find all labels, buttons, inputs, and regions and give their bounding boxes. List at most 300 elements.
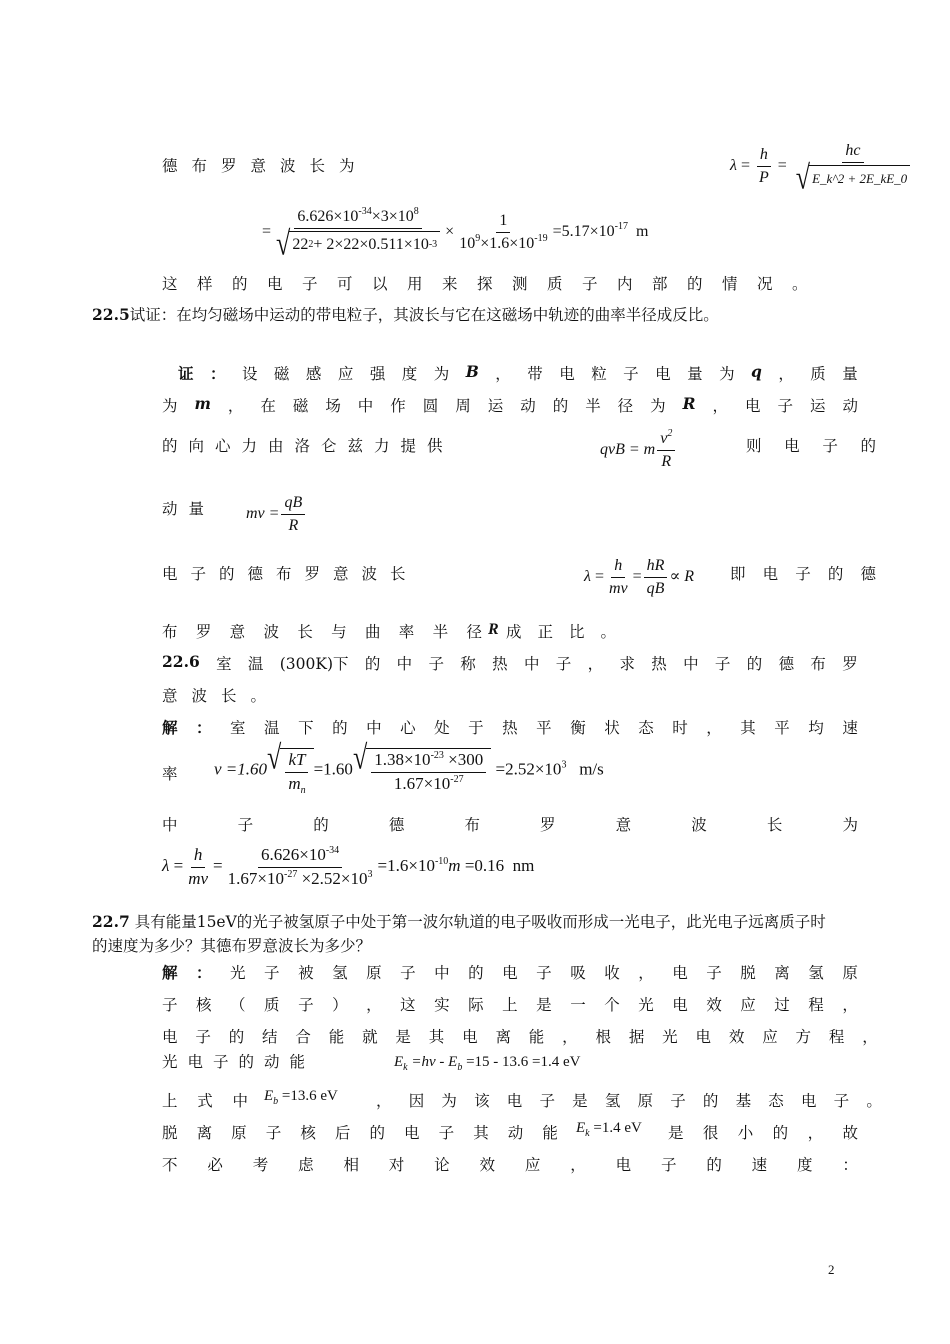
char: 于 bbox=[468, 719, 484, 737]
char: 子 bbox=[539, 1092, 555, 1110]
frac-num: kT bbox=[285, 751, 308, 773]
char: 动 bbox=[842, 397, 858, 415]
char: 应 bbox=[337, 365, 354, 383]
unit: m/s bbox=[579, 759, 604, 779]
char: ， bbox=[807, 1124, 824, 1142]
char: 方 bbox=[795, 1028, 812, 1046]
char: 感 bbox=[305, 365, 322, 383]
char: 长 bbox=[766, 816, 783, 834]
char: 为 bbox=[433, 365, 450, 383]
char: 电 bbox=[784, 437, 800, 455]
char: 则 bbox=[746, 437, 762, 455]
char: 电 bbox=[404, 1124, 420, 1142]
char: 据 bbox=[628, 1028, 645, 1046]
char: 效 bbox=[479, 1156, 496, 1174]
char: 光 bbox=[230, 964, 246, 982]
char: 中 bbox=[162, 816, 178, 834]
char: 电 bbox=[655, 365, 671, 383]
solution-22-7-line-3 bbox=[162, 1025, 878, 1047]
char: 布 bbox=[162, 623, 178, 641]
proof-line-3-tail bbox=[746, 434, 876, 456]
char: 为 bbox=[842, 816, 858, 834]
problem-22-5 bbox=[92, 303, 719, 325]
char: 均 bbox=[808, 719, 824, 737]
char: 原 bbox=[366, 964, 382, 982]
char: 子 bbox=[623, 365, 639, 383]
char: 的 bbox=[827, 565, 844, 583]
char: 上 bbox=[502, 996, 518, 1014]
char: 求 bbox=[619, 655, 635, 673]
char: 电 bbox=[615, 1156, 632, 1174]
char: 为 bbox=[441, 1092, 457, 1110]
char: 中 bbox=[396, 655, 413, 673]
char: 的 bbox=[706, 1156, 722, 1174]
frac-den: m bbox=[288, 773, 301, 793]
char: 带 bbox=[527, 365, 543, 383]
result: =1.6×10 bbox=[377, 856, 435, 876]
char: 子 bbox=[670, 1092, 686, 1110]
char: ， bbox=[495, 365, 511, 383]
char: 核 bbox=[196, 996, 212, 1014]
char: 意 bbox=[615, 816, 632, 834]
char: 态 bbox=[768, 1092, 784, 1110]
char: 设 bbox=[241, 365, 258, 383]
sqrt-body: E_k^2 + 2E_kE_0 bbox=[809, 165, 910, 191]
char: 际 bbox=[468, 996, 484, 1014]
char: 必 bbox=[207, 1156, 223, 1174]
velocity-formula: v =1.60 √ $\frac{kT}{m_n}$ =1.60 √ $\frac{1.38\times 10^{-23} \times 300}{1.67\times 10^{-27}}$ $=2.52\times 10^3$ m/s bbox=[214, 738, 604, 796]
lorentz-formula: qvB = m $\frac{v^2}{R}$ bbox=[600, 430, 677, 470]
char: 成 bbox=[506, 623, 522, 641]
result: =15 - 13.6 =1.4 eV bbox=[466, 1054, 581, 1070]
exp: -27 bbox=[283, 868, 298, 880]
char: 半 bbox=[585, 397, 601, 415]
char: 这 bbox=[400, 996, 416, 1014]
char: 的 bbox=[369, 1124, 385, 1142]
proof-line-5-tail bbox=[730, 562, 876, 584]
char: 平 bbox=[774, 719, 790, 737]
exp: -23 bbox=[430, 750, 444, 761]
char: 应 bbox=[762, 1028, 778, 1046]
char: 温 bbox=[247, 655, 264, 673]
char: 脱 bbox=[740, 964, 756, 982]
frac-num: v bbox=[660, 430, 668, 447]
char: 强 bbox=[369, 365, 386, 383]
solution-22-7-line-5-tail bbox=[376, 1089, 882, 1111]
char: 电 bbox=[462, 1028, 478, 1046]
electron-kinetic-value: $E_k =1.4$ eV bbox=[576, 1120, 642, 1139]
solution-22-7-line-2 bbox=[162, 993, 858, 1015]
char: 个 bbox=[604, 996, 620, 1014]
char: 。 bbox=[600, 623, 616, 641]
char: 波 bbox=[263, 623, 279, 641]
char: 上 bbox=[162, 1092, 178, 1110]
char: 故 bbox=[842, 1124, 858, 1142]
char: 不 bbox=[162, 1156, 178, 1174]
char: 。 bbox=[866, 1092, 882, 1110]
char: ， bbox=[862, 1028, 878, 1046]
char: ， bbox=[638, 964, 654, 982]
char: 动 bbox=[507, 1124, 524, 1142]
char: 子 bbox=[264, 964, 280, 982]
num-part: 1 bbox=[496, 212, 510, 233]
char: 场 bbox=[325, 397, 341, 415]
char: 子 bbox=[706, 964, 722, 982]
proof-line-6-R: R bbox=[488, 621, 499, 638]
problem-22-7 bbox=[92, 910, 826, 932]
char: 德 bbox=[778, 655, 795, 673]
char: 子 bbox=[400, 964, 416, 982]
char: 电 bbox=[559, 365, 575, 383]
char: 波 bbox=[691, 816, 707, 834]
char: 效 bbox=[728, 1028, 745, 1046]
char: 子 bbox=[265, 1124, 282, 1142]
eq-text: v =1.60 bbox=[214, 759, 268, 779]
momentum-formula bbox=[246, 494, 307, 534]
char: 热 bbox=[651, 655, 667, 673]
proof-line-1 bbox=[178, 362, 858, 384]
char: 比 bbox=[568, 623, 585, 641]
char: 离 bbox=[774, 964, 790, 982]
char: ， bbox=[570, 1156, 586, 1174]
char: 动 bbox=[520, 397, 536, 415]
char: 子 bbox=[555, 655, 572, 673]
num-part: ×3×10 bbox=[371, 208, 414, 225]
result: =2.52×10 bbox=[495, 759, 562, 779]
char: 罗 bbox=[195, 623, 212, 641]
char: 中 bbox=[523, 655, 540, 673]
char: 运 bbox=[809, 397, 826, 415]
char: R bbox=[682, 394, 696, 413]
char: 一 bbox=[570, 996, 586, 1014]
char: （ bbox=[230, 996, 246, 1014]
char: 程 bbox=[828, 1028, 845, 1046]
char: 径 bbox=[617, 397, 634, 415]
solution-22-6-line-1 bbox=[162, 716, 858, 738]
char: ， bbox=[227, 397, 244, 415]
den-part: + 2×22×0.511×10 bbox=[313, 236, 429, 254]
char: 电 bbox=[800, 1092, 817, 1110]
char: ： bbox=[842, 1156, 858, 1174]
char: 罗 bbox=[540, 816, 556, 834]
char: 速 bbox=[842, 719, 858, 737]
char: 布 bbox=[810, 655, 826, 673]
eq-text: =hν - E bbox=[411, 1054, 458, 1070]
debroglie-intro-text: 德布罗意波长为 bbox=[162, 157, 369, 175]
char: 虑 bbox=[298, 1156, 314, 1174]
char: 是 bbox=[668, 1124, 684, 1142]
char: 布 bbox=[464, 816, 480, 834]
char: 过 bbox=[774, 996, 790, 1014]
char: 中 bbox=[357, 397, 374, 415]
char: 子 bbox=[438, 1124, 455, 1142]
char: 程 bbox=[808, 996, 824, 1014]
char: 氢 bbox=[604, 1092, 621, 1110]
char: 的 bbox=[702, 1092, 719, 1110]
char: 为 bbox=[650, 397, 666, 415]
char: ， bbox=[778, 365, 794, 383]
char: 半 bbox=[432, 623, 449, 641]
char: 平 bbox=[536, 719, 552, 737]
char: 质 bbox=[264, 996, 280, 1014]
proof-line-3: 的向心力由洛仑兹力提供 bbox=[162, 437, 454, 455]
wavelength-proportional: λ = $\frac{h}{mv}$ = $\frac{hR}{qB}$ ∝ R bbox=[584, 557, 695, 597]
char: 子 bbox=[822, 437, 838, 455]
char: q bbox=[751, 362, 762, 381]
char: 为 bbox=[162, 397, 178, 415]
eq-text: =1.4 eV bbox=[593, 1120, 642, 1136]
char: 就 bbox=[362, 1028, 378, 1046]
char: 能 bbox=[528, 1028, 545, 1046]
exp: 3 bbox=[561, 759, 567, 771]
char: m bbox=[194, 394, 211, 413]
frac-den: 1.67×10 bbox=[393, 773, 451, 793]
char: 磁 bbox=[292, 397, 309, 415]
char: 中 bbox=[232, 1092, 248, 1110]
char: 后 bbox=[334, 1124, 351, 1142]
char: ， bbox=[376, 1092, 392, 1110]
frac-num: hc bbox=[842, 142, 863, 163]
char: 其 bbox=[428, 1028, 445, 1046]
solution-22-7-line-4: 光电子的动能 bbox=[162, 1053, 316, 1071]
neutron-wavelength-formula: λ = $\frac{h}{mv}$ = $\frac{6.626\times 10^{-34}}{1.67\times 10^{-27} \times 2.52\times 10^3}$ $=1.6\times 10^{-10}m =0.16$ nm bbox=[162, 845, 535, 888]
char: 状 bbox=[604, 719, 620, 737]
char: 的 bbox=[746, 655, 763, 673]
exp: 9 bbox=[475, 232, 481, 244]
page-number: 2 bbox=[828, 1262, 835, 1277]
lambda-symbol: λ bbox=[730, 156, 737, 174]
char: 心 bbox=[400, 719, 416, 737]
frac-num: qB bbox=[281, 494, 305, 515]
char: 称 bbox=[460, 655, 476, 673]
proof-line-6 bbox=[162, 620, 482, 642]
char: 温 bbox=[264, 719, 280, 737]
char: 德 bbox=[388, 816, 405, 834]
solution-22-7-line-5 bbox=[162, 1089, 248, 1111]
problem-number: 22.6 bbox=[162, 652, 200, 671]
char: 中 bbox=[366, 719, 382, 737]
char: 下 bbox=[298, 719, 314, 737]
problem-22-7-line-2: 的速度为多少？其德布罗意波长为多少？ bbox=[92, 937, 372, 955]
problem-22-6-line-2: 意波长。 bbox=[162, 687, 281, 705]
char: 电 bbox=[502, 964, 518, 982]
char: 电 bbox=[762, 565, 779, 583]
char: 考 bbox=[252, 1156, 269, 1174]
char: 合 bbox=[295, 1028, 311, 1046]
char: 能 bbox=[328, 1028, 345, 1046]
wavelength-calculation: = $6.626\times 10^{-34}\times 3\times 10^8$ √ 22 2 + 2×22×0.511×10 -3 × $\frac{1}{10^9\times 1.6\times 10^{-19}}$ $=5.17\times 10^{-17}$ m bbox=[262, 206, 649, 262]
char: 度 bbox=[797, 1156, 813, 1174]
char: 圆 bbox=[422, 397, 439, 415]
char: 效 bbox=[706, 996, 722, 1014]
exp: -17 bbox=[614, 220, 628, 232]
char: 原 bbox=[231, 1124, 247, 1142]
char: 意 bbox=[229, 623, 246, 641]
char: 子 bbox=[195, 1028, 211, 1046]
solution-22-7-line-7 bbox=[162, 1153, 858, 1175]
char: 式 bbox=[197, 1092, 213, 1110]
eq-text: =1.60 bbox=[313, 759, 353, 779]
char: 根 bbox=[595, 1028, 611, 1046]
char: 离 bbox=[196, 1124, 213, 1142]
char: 即 bbox=[730, 565, 746, 583]
frac-den: P bbox=[758, 168, 769, 186]
char: 的 bbox=[860, 437, 876, 455]
den-part: 22 bbox=[292, 236, 309, 254]
char: 处 bbox=[434, 719, 450, 737]
char: 证 bbox=[178, 364, 194, 383]
char: ， bbox=[587, 655, 604, 673]
char: 德 bbox=[860, 565, 876, 583]
eq-text: mv = bbox=[246, 504, 280, 522]
char: 能 bbox=[542, 1124, 558, 1142]
char: 应 bbox=[524, 1156, 541, 1174]
char: 的 bbox=[772, 1124, 789, 1142]
char: 吸 bbox=[570, 964, 586, 982]
problem-text: 具有能量15eV的光子被氢原子中处于第一波尔轨道的电子吸收而形成一光电子，此光电子远离质子时 bbox=[134, 913, 826, 931]
char: 该 bbox=[474, 1092, 490, 1110]
char: 子 bbox=[795, 565, 811, 583]
char: 电 bbox=[506, 1092, 523, 1110]
char: 是 bbox=[572, 1092, 588, 1110]
char: 电 bbox=[744, 397, 761, 415]
char: 电 bbox=[162, 1028, 178, 1046]
num-part: 6.626×10 bbox=[297, 208, 359, 225]
char: 长 bbox=[297, 623, 313, 641]
char: ， bbox=[842, 996, 858, 1014]
char: 室 bbox=[216, 655, 232, 673]
char: 被 bbox=[298, 964, 314, 982]
char: ： bbox=[196, 963, 212, 982]
proof-line-6-tail bbox=[506, 620, 616, 642]
char: ） bbox=[332, 996, 348, 1014]
char: 正 bbox=[537, 623, 553, 641]
char: 结 bbox=[262, 1028, 278, 1046]
result: =0.16 bbox=[464, 856, 505, 876]
char: ： bbox=[209, 364, 226, 383]
char: 中 bbox=[683, 655, 699, 673]
unit: nm bbox=[512, 856, 535, 876]
char: 子 bbox=[833, 1092, 850, 1110]
frac-den: 1.67×10 bbox=[227, 868, 284, 888]
char: (300K)下 bbox=[279, 655, 349, 673]
char: 对 bbox=[388, 1156, 405, 1174]
char: 是 bbox=[536, 996, 552, 1014]
char: 在 bbox=[260, 397, 276, 415]
char: 子 bbox=[428, 655, 444, 673]
char: 原 bbox=[842, 964, 858, 982]
frac-num: 6.626×10 bbox=[260, 845, 326, 864]
exp: -27 bbox=[450, 773, 464, 785]
char: 脱 bbox=[162, 1124, 178, 1142]
char: 子 bbox=[777, 397, 793, 415]
char: 很 bbox=[702, 1124, 719, 1142]
char: 因 bbox=[408, 1092, 425, 1110]
char: 衡 bbox=[570, 719, 586, 737]
exp: 3 bbox=[367, 868, 373, 880]
char: 磁 bbox=[273, 365, 290, 383]
char: 氢 bbox=[808, 964, 824, 982]
char: 相 bbox=[343, 1156, 359, 1174]
char: 小 bbox=[737, 1124, 754, 1142]
char: 子 bbox=[237, 816, 254, 834]
unit: m bbox=[635, 222, 649, 240]
eq-text: qvB = m bbox=[600, 440, 656, 458]
char: 速 bbox=[751, 1156, 768, 1174]
char: 室 bbox=[230, 719, 246, 737]
char: 子 bbox=[298, 996, 314, 1014]
char: 离 bbox=[495, 1028, 511, 1046]
den-part: ×1.6×10 bbox=[480, 234, 535, 252]
char: 的 bbox=[313, 816, 329, 834]
char: 的 bbox=[332, 719, 348, 737]
char: 解 bbox=[162, 963, 178, 982]
char: 质 bbox=[810, 365, 826, 383]
char: 罗 bbox=[842, 655, 858, 673]
char: 其 bbox=[473, 1124, 489, 1142]
solution-22-7-line-6-tail bbox=[668, 1121, 858, 1143]
problem-number: 22.7 bbox=[92, 912, 130, 931]
char: 曲 bbox=[364, 623, 381, 641]
char: ， bbox=[706, 719, 722, 737]
solution-22-6-line-3 bbox=[162, 813, 858, 835]
char: 基 bbox=[735, 1092, 752, 1110]
result: =5.17×10 bbox=[552, 222, 615, 240]
char: B bbox=[465, 362, 479, 381]
char: 电 bbox=[672, 964, 688, 982]
char: 论 bbox=[434, 1156, 450, 1174]
char: 热 bbox=[502, 719, 518, 737]
char: ： bbox=[196, 718, 212, 737]
solution-22-7-line-1 bbox=[162, 961, 858, 983]
frac-num: h bbox=[757, 146, 771, 167]
char: 的 bbox=[364, 655, 381, 673]
char: ， bbox=[712, 397, 729, 415]
char: ， bbox=[366, 996, 382, 1014]
char: 电 bbox=[695, 1028, 712, 1046]
proof-line-2 bbox=[162, 394, 858, 416]
char: 时 bbox=[672, 719, 688, 737]
char: 量 bbox=[687, 365, 703, 383]
solution-22-6-rate-label: 率 bbox=[162, 765, 178, 783]
char: 运 bbox=[487, 397, 504, 415]
problem-22-6 bbox=[162, 652, 858, 674]
char: 作 bbox=[390, 397, 406, 415]
frac-den: R bbox=[288, 516, 299, 534]
char: 应 bbox=[740, 996, 756, 1014]
frac-den: ×2.52×10 bbox=[297, 868, 368, 888]
exp: -19 bbox=[534, 232, 548, 244]
eq-text: =13.6 eV bbox=[281, 1088, 338, 1104]
den-part: 10 bbox=[459, 234, 476, 252]
char: 子 bbox=[714, 655, 731, 673]
char: 量 bbox=[842, 365, 858, 383]
problem-text: 试证：在均匀磁场中运动的带电粒子，其波长与它在这磁场中轨迹的曲率半径成反比。 bbox=[129, 306, 719, 324]
char: 径 bbox=[466, 623, 482, 641]
char: 与 bbox=[331, 623, 347, 641]
char: 其 bbox=[740, 719, 756, 737]
char: 光 bbox=[638, 996, 654, 1014]
char: 为 bbox=[719, 365, 735, 383]
proof-line-5: 电子的德布罗意波长 bbox=[162, 565, 419, 583]
char: 电 bbox=[672, 996, 688, 1014]
char: 子 bbox=[536, 964, 552, 982]
char: 的 bbox=[228, 1028, 245, 1046]
frac-num: 1.38×10 bbox=[374, 750, 431, 769]
char: 核 bbox=[300, 1124, 316, 1142]
char: 子 bbox=[162, 996, 178, 1014]
char: ， bbox=[562, 1028, 578, 1046]
